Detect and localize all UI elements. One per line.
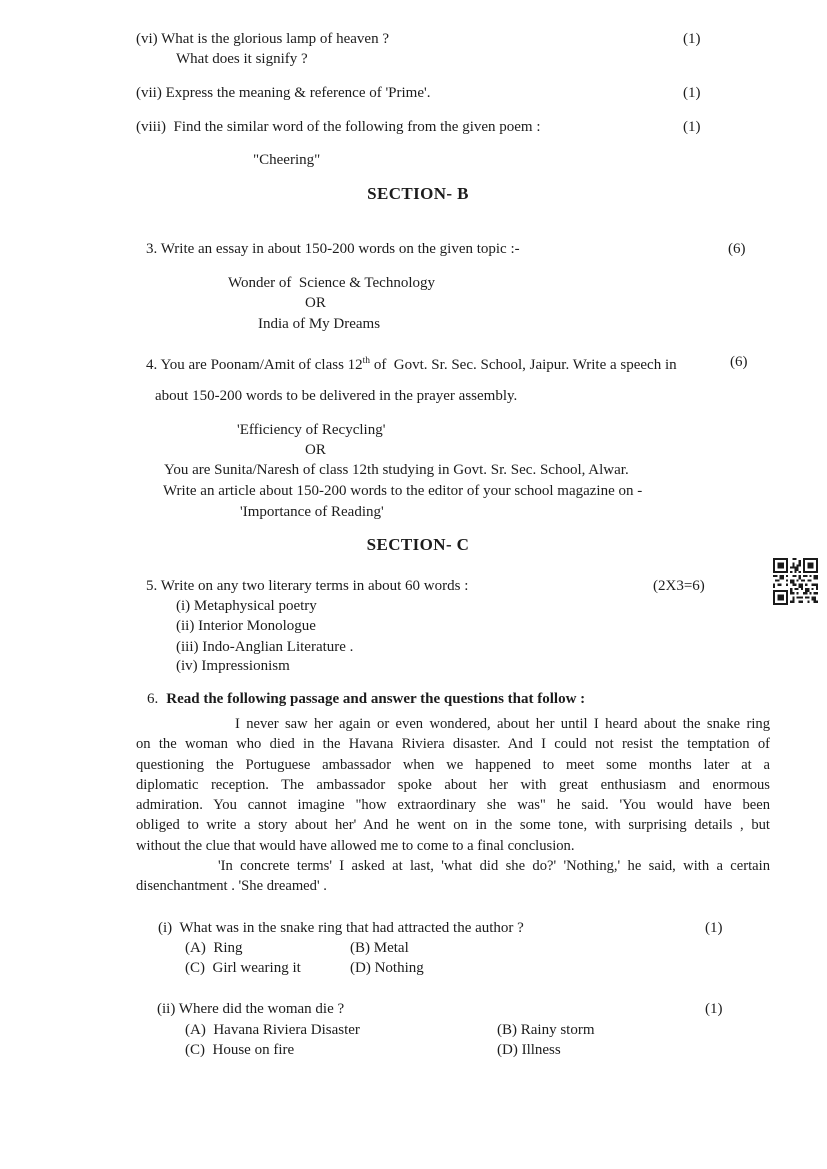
- section-b-title: SECTION- B: [367, 184, 469, 203]
- question-4-alt-line1: You are Sunita/Naresh of class 12th studying in Govt. Sr. Sec. School, Alwar.: [164, 462, 629, 478]
- question-viii-text: (viii) Find the similar word of the following from the given poem :: [136, 119, 541, 135]
- question-6i-marks: (1): [705, 920, 723, 936]
- question-5-text: 5. Write on any two literary terms in about 60 words :: [146, 578, 469, 594]
- question-6i-option-b: (B) Metal: [350, 940, 409, 956]
- passage: [136, 714, 770, 897]
- question-6i-option-c: (C) Girl wearing it: [185, 960, 301, 976]
- question-6i-option-a: (A) Ring: [185, 940, 243, 956]
- question-4-topic-2: 'Importance of Reading': [240, 504, 384, 520]
- question-3-marks: (6): [728, 241, 746, 257]
- question-6-heading-text: Read the following passage and answer the questions that follow :: [166, 691, 586, 707]
- question-vi-line1: (vi) What is the glorious lamp of heaven ?: [136, 31, 389, 47]
- question-4-line1-post: of Govt. Sr. Sec. School, Jaipur. Write a speech in: [370, 357, 677, 373]
- passage-line: admiration. You cannot imagine "how extraordinary she was" he said. 'You would have been: [136, 797, 770, 814]
- question-4-line1-pre: 4. You are Poonam/Amit of class 12: [146, 357, 363, 373]
- passage-line: obliged to write a story about her' And he went on in the some tone, with surprising details , but: [136, 817, 770, 834]
- question-5-item-iv: (iv) Impressionism: [176, 658, 290, 674]
- question-4-marks: (6): [730, 354, 748, 370]
- question-vii-marks: (1): [683, 85, 701, 101]
- question-vii-text: (vii) Express the meaning & reference of 'Prime'.: [136, 85, 431, 101]
- question-6-number: 6.: [147, 691, 159, 707]
- section-c-title: SECTION- C: [366, 535, 470, 554]
- question-vi-marks: (1): [683, 31, 701, 47]
- question-5-item-ii: (ii) Interior Monologue: [176, 618, 316, 634]
- passage-line: on the woman who died in the Havana Riviera disaster. And I could not resist the temptation of: [136, 736, 770, 753]
- question-4-superscript: th: [362, 356, 371, 366]
- question-5-item-iii: (iii) Indo-Anglian Literature .: [176, 639, 354, 655]
- passage-line: disenchantment . 'She dreamed' .: [136, 878, 327, 895]
- question-3-topic-2: India of My Dreams: [258, 316, 381, 332]
- question-6ii-marks: (1): [705, 1001, 723, 1017]
- question-4-topic-1: 'Efficiency of Recycling': [237, 422, 386, 438]
- question-5-item-i: (i) Metaphysical poetry: [176, 598, 317, 614]
- question-6ii-option-c: (C) House on fire: [185, 1042, 295, 1058]
- question-6-heading: [147, 690, 585, 708]
- question-4-alt-line2: Write an article about 150-200 words to the editor of your school magazine on -: [163, 483, 643, 499]
- question-vi-line2: What does it signify ?: [176, 51, 308, 67]
- question-6ii-option-b: (B) Rainy storm: [497, 1022, 595, 1038]
- question-viii-marks: (1): [683, 119, 701, 135]
- question-5-marks: (2X3=6): [653, 578, 705, 594]
- question-6i-text: (i) What was in the snake ring that had attracted the author ?: [158, 920, 524, 936]
- question-6ii-option-a: (A) Havana Riviera Disaster: [185, 1022, 360, 1038]
- passage-line: without the clue that would have allowed me to come to a final conclusion.: [136, 837, 575, 854]
- passage-line: questioning the Portuguese ambassador when we happened to meet some months later at a: [136, 756, 770, 773]
- passage-line: I never saw her again or even wondered, about her until I heard about the snake ring: [235, 716, 770, 732]
- question-6ii-text: (ii) Where did the woman die ?: [157, 1001, 345, 1017]
- qr-code-icon: [773, 558, 818, 605]
- passage-line: 'In concrete terms' I asked at last, 'what did she do?' 'Nothing,' he said, with a certain: [218, 858, 770, 875]
- passage-line: diplomatic reception. The ambassador spoke about her with great enthusiasm and enormous: [136, 776, 770, 793]
- question-3-topic-1: Wonder of Science & Technology: [228, 275, 435, 291]
- question-3-text: 3. Write an essay in about 150-200 words on the given topic :-: [146, 241, 520, 257]
- question-6ii-option-d: (D) Illness: [497, 1042, 561, 1058]
- question-3-or: OR: [305, 295, 326, 311]
- question-4-or: OR: [305, 442, 326, 458]
- question-4-line1: [146, 352, 677, 374]
- question-6i-option-d: (D) Nothing: [350, 960, 424, 976]
- question-viii-word: "Cheering": [253, 152, 321, 168]
- question-4-line2: about 150-200 words to be delivered in the prayer assembly.: [155, 388, 518, 404]
